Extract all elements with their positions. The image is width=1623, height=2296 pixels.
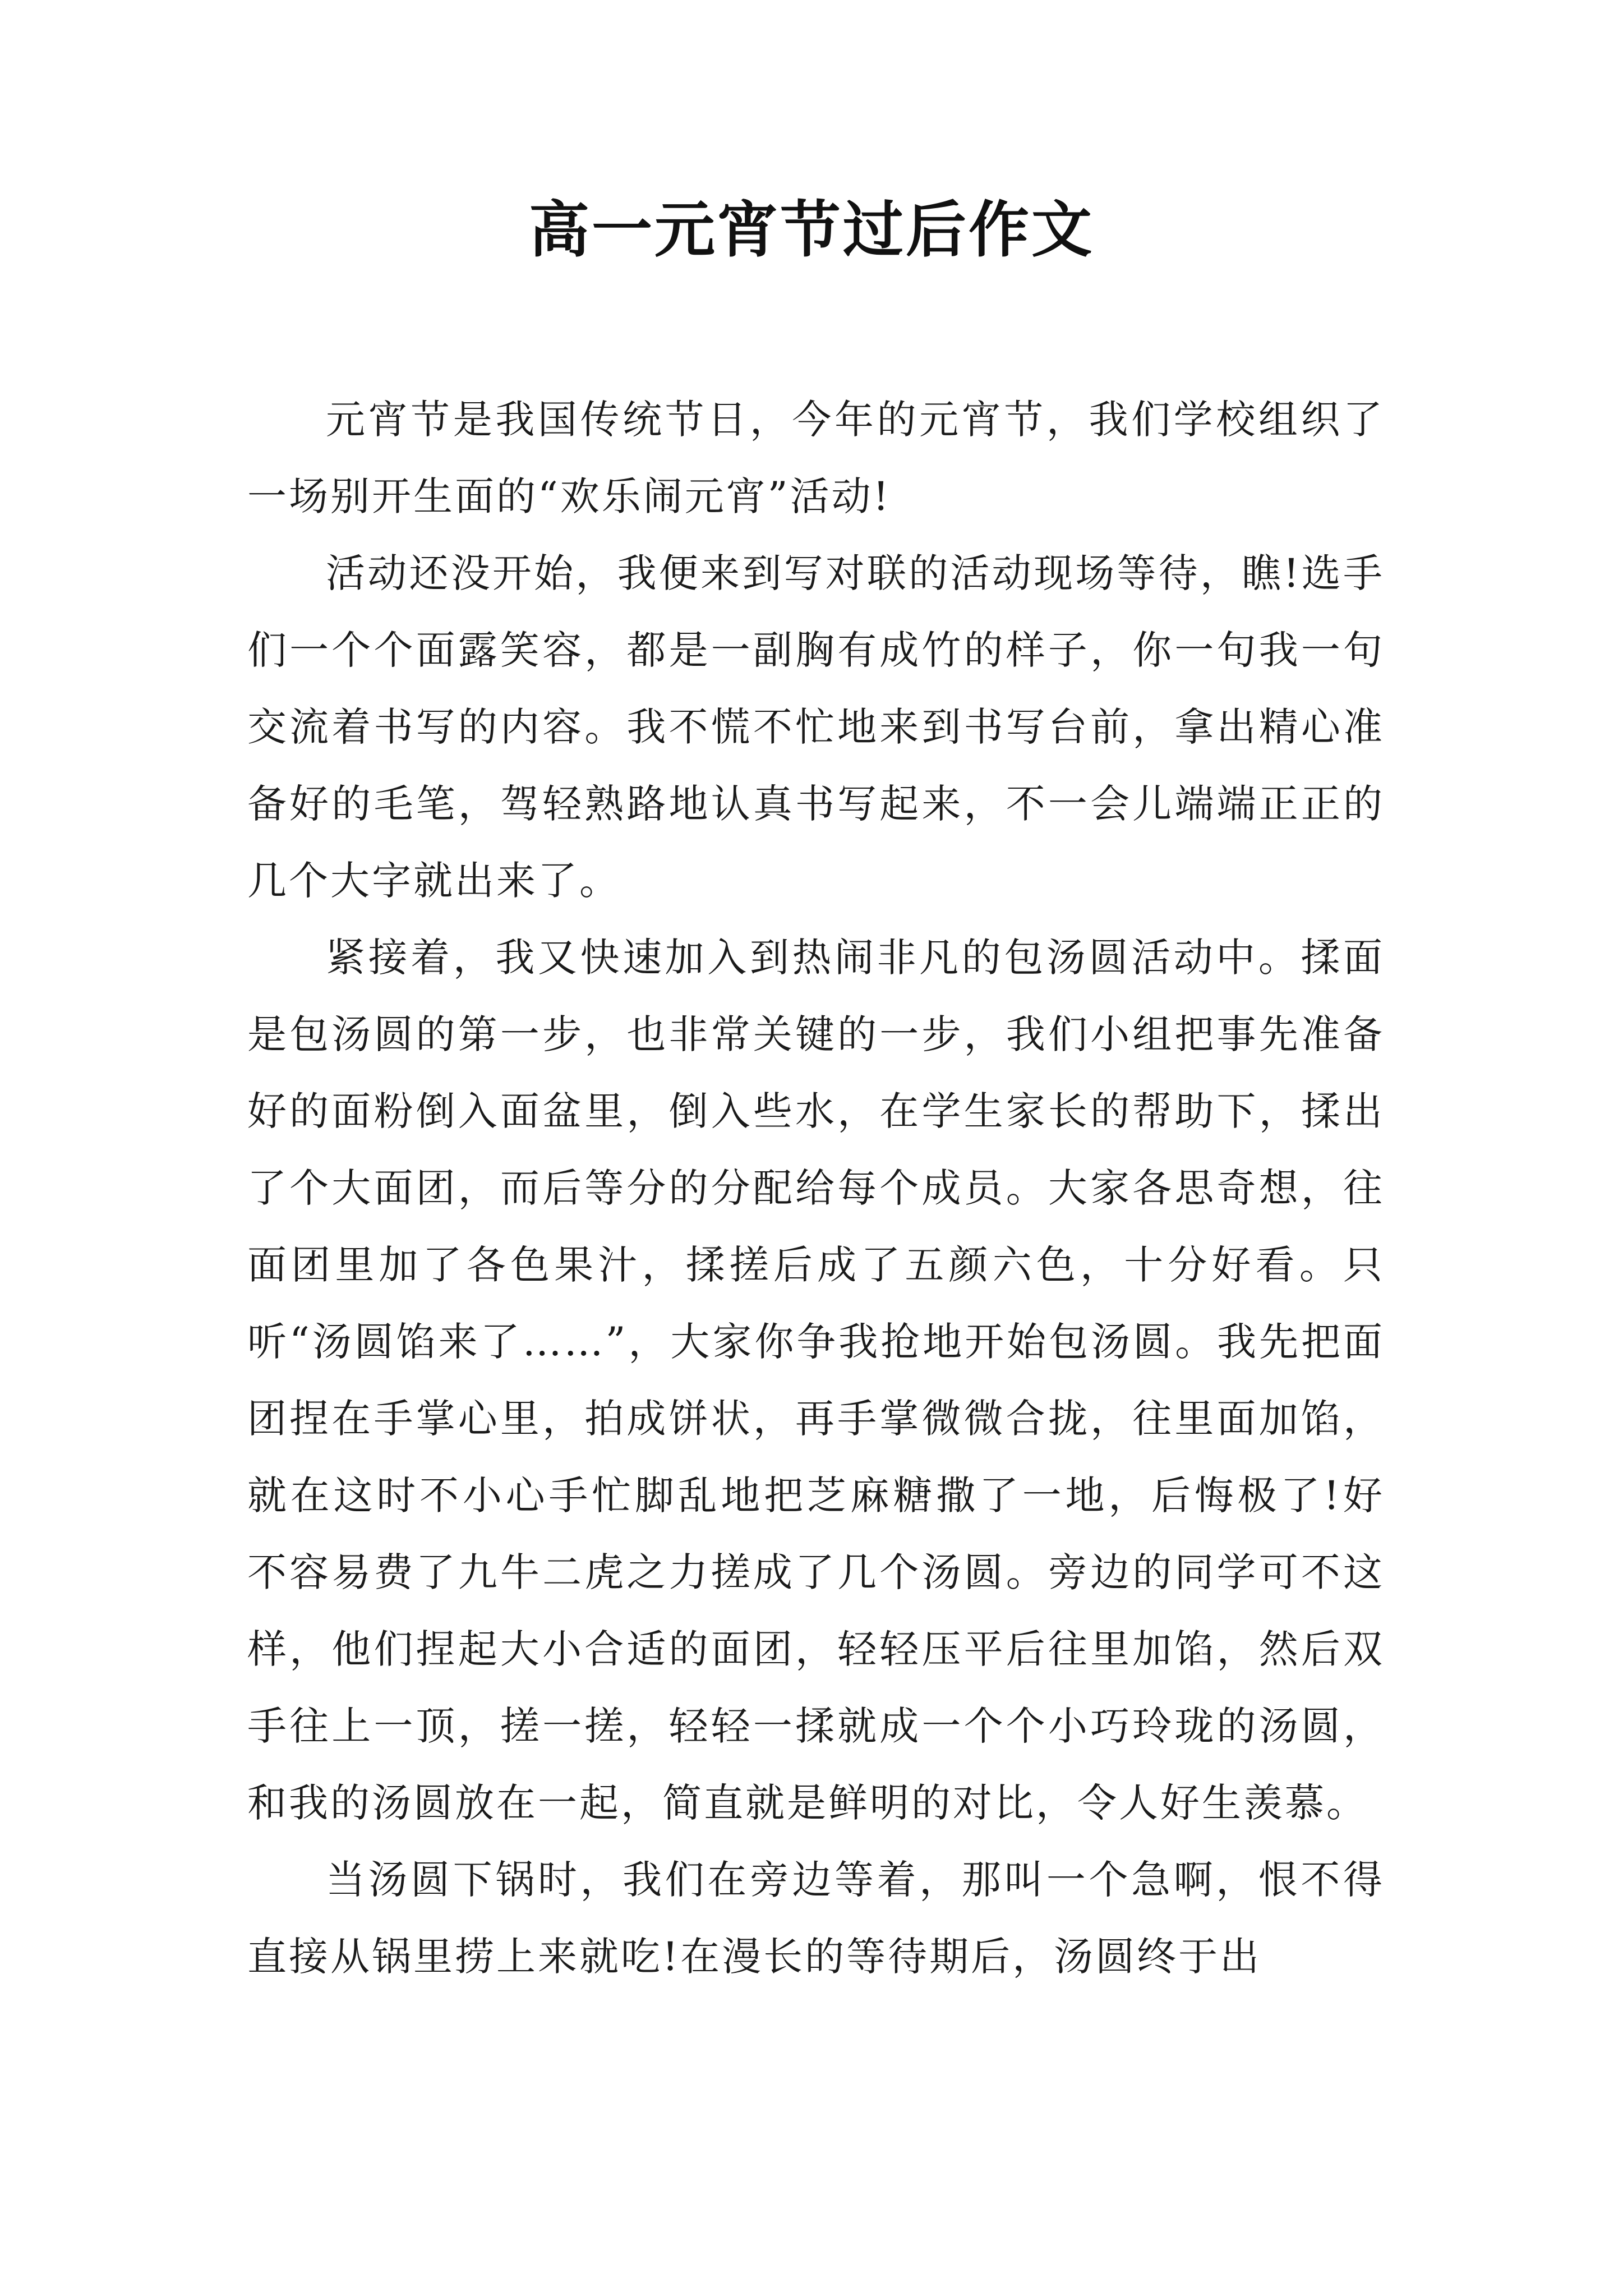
paragraph: 当汤圆下锅时，我们在旁边等着，那叫一个急啊，恨不得直接从锅里捞上来就吃!在漫长的等待期后，汤圆终于出 — [247, 1857, 1385, 1980]
paragraph: 紧接着，我又快速加入到热闹非凡的包汤圆活动中。揉面是包汤圆的第一步，也非常关键的一步，我们小组把事先准备好的面粉倒入面盆里，倒入些水，在学生家长的帮助下，揉出了个大面团，而后等分的分配给每个成员。大家各思奇想，往面团里加了各色果汁，揉搓后成了五颜六色，十分好看。只听“汤圆馅来了……”，大家你争我抢地开始包汤圆。我先把面团捏在手掌心里，拍成饼状，再手掌微微合拢，往里面加馅，就在这时不小心手忙脚乱地把芝麻糖撒了一地，后悔极了!好不容易费了九牛二虎之力搓成了几个汤圆。旁边的同学可不这样，他们捏起大小合适的面团，轻轻压平后往里加馅，然后双手往上一顶，搓一搓，轻轻一揉就成一个个小巧玲珑的汤圆，和我的汤圆放在一起，简直就是鲜明的对比，令人好生羡慕。 — [247, 935, 1385, 1826]
paragraph: 活动还没开始，我便来到写对联的活动现场等待，瞧!选手们一个个面露笑容，都是一副胸有成竹的样子，你一句我一句交流着书写的内容。我不慌不忙地来到书写台前，拿出精心准备好的毛笔，驾轻熟路地认真书写起来，不一会儿端端正正的几个大字就出来了。 — [247, 550, 1385, 904]
document-body — [247, 381, 1385, 1995]
document-title: 高一元宵节过后作文 — [528, 195, 1094, 265]
paragraph: 元宵节是我国传统节日，今年的元宵节，我们学校组织了一场别开生面的“欢乐闹元宵”活动! — [247, 397, 1385, 519]
